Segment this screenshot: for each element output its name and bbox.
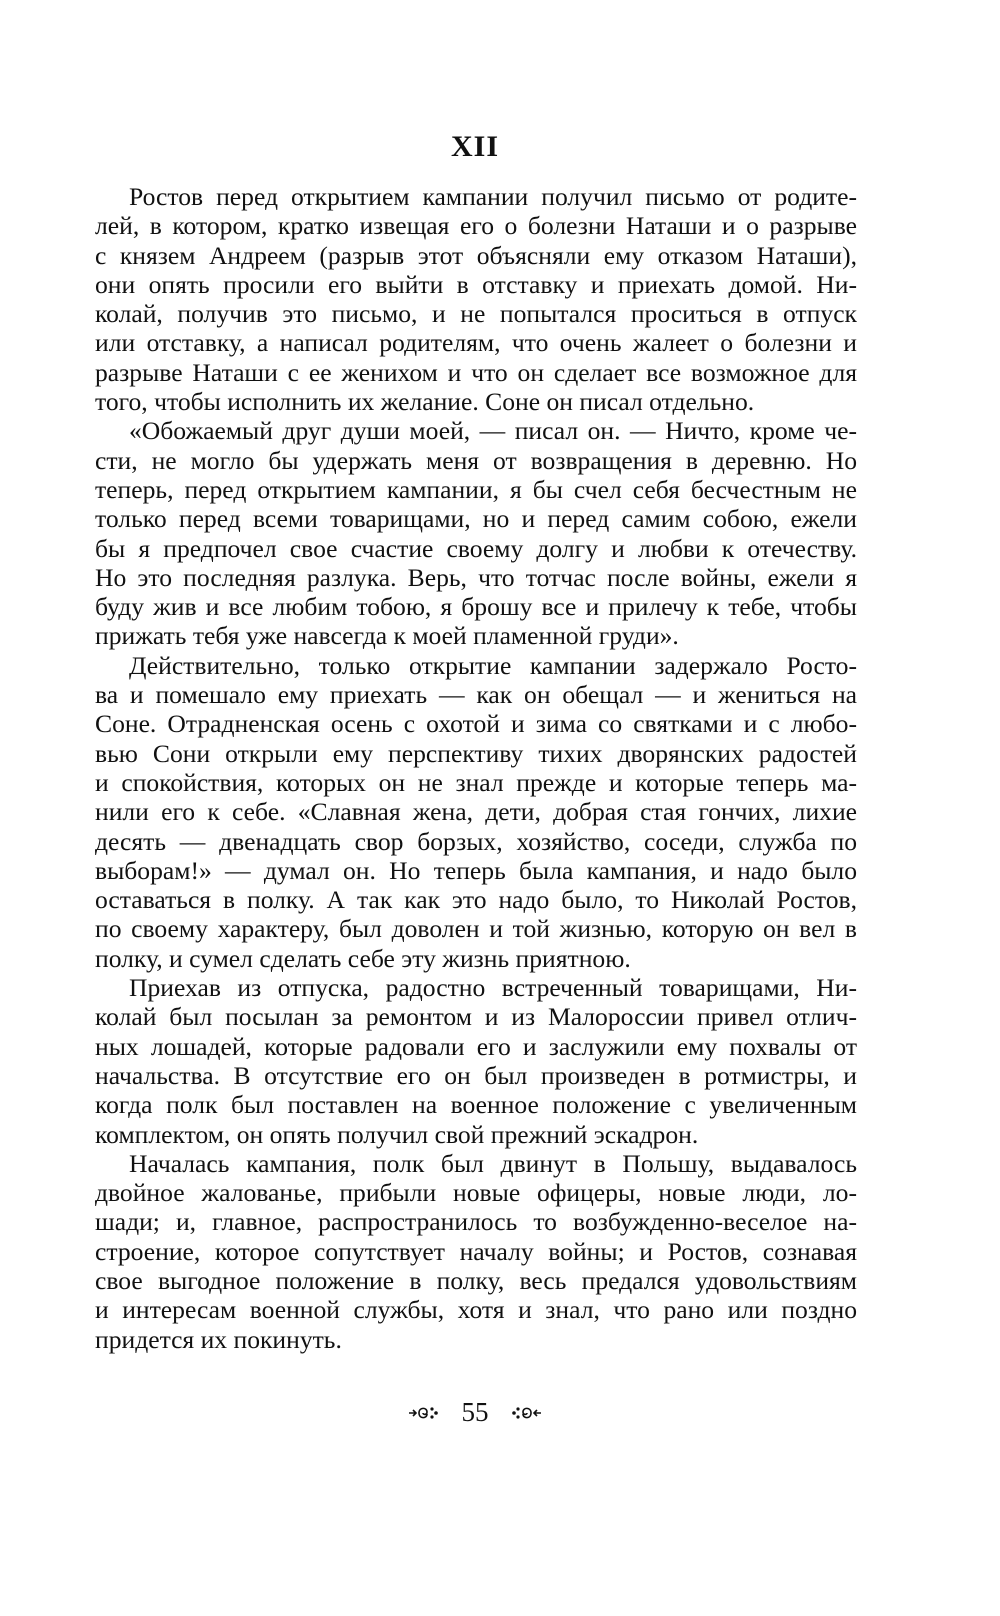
- text-line: или отставку, а написал родителям, что очень жалеет о болезни и: [95, 328, 857, 358]
- text-line: ва и помешало ему приехать — как он обещал — и жениться на: [95, 680, 857, 710]
- text-line: Ростов перед открытием кампании получил письмо от родите-: [129, 182, 857, 211]
- body-text: [95, 182, 857, 1354]
- page-number: 55: [461, 1397, 489, 1428]
- paragraph: [95, 651, 857, 973]
- text-line: разрыве Наташи с ее женихом и что он сделает все возможное для: [95, 357, 857, 387]
- text-line: Приехав из отпуска, радостно встреченный товарищами, Ни-: [129, 973, 857, 1003]
- text-line: прижать тебя уже навсегда к моей пламенной груди».: [95, 621, 679, 651]
- text-line: Действительно, только открытие кампании задержало Росто-: [129, 650, 857, 680]
- text-line: Началась кампания, полк был двинут в Польшу, выдавалось: [129, 1148, 857, 1178]
- paragraph: [95, 1149, 857, 1354]
- text-line: строение, которое сопутствует началу войны; и Ростов, сознавая: [95, 1236, 857, 1266]
- text-line: теперь, перед открытием кампании, я бы счел себя бесчестным не: [95, 474, 857, 504]
- text-line: бы я предпочел свое счастие своему долгу и любви к отечеству.: [95, 533, 857, 563]
- text-line: оставаться в полку. А так как это надо было, то Николай Ростов,: [95, 885, 857, 915]
- text-line: они опять просили его выйти в отставку и приехать домой. Ни-: [95, 269, 857, 299]
- ornament-left-icon: [407, 1403, 441, 1423]
- text-line: по своему характеру, был доволен и той жизнью, которую он вел в: [95, 914, 857, 944]
- text-line: полку, и сумел сделать себе эту жизнь приятною.: [95, 943, 631, 973]
- text-line: двойное жалованье, прибыли новые офицеры, новые люди, ло-: [95, 1178, 857, 1208]
- text-line: и спокойствия, которых он не знал прежде и которые теперь ма-: [95, 767, 857, 797]
- paragraph: [95, 416, 857, 650]
- text-line: с князем Андреем (разрыв этот объясняли ему отказом Наташи),: [95, 240, 857, 270]
- text-line: буду жив и все любим тобою, я брошу все и прилечу к тебе, чтобы: [95, 592, 857, 622]
- text-line: свое выгодное положение в полку, весь предался удовольствиям: [95, 1265, 857, 1295]
- text-line: начальства. В отсутствие его он был произведен в ротмистры, и: [95, 1060, 857, 1090]
- text-line: и интересам военной службы, хотя и знал, что рано или поздно: [95, 1295, 857, 1325]
- text-line: сти, не могло бы удержать меня от возвращения в деревню. Но: [95, 445, 857, 475]
- text-line: когда полк был поставлен на военное положение с увеличенным: [95, 1090, 857, 1120]
- page-footer: [0, 1395, 950, 1428]
- text-line: лей, в котором, кратко извещая его о болезни Наташи и о разрыве: [95, 211, 857, 241]
- paragraph: [95, 973, 857, 1149]
- text-line: Соне. Отрадненская осень с охотой и зима со святками и с любо-: [95, 709, 857, 739]
- text-line: только перед всеми товарищами, но и перед самим собою, ежели: [95, 504, 857, 534]
- ornament-right-icon: [509, 1403, 543, 1423]
- text-line: ных лошадей, которые радовали его и заслужили ему похвалы от: [95, 1031, 857, 1061]
- text-line: «Обожаемый друг души моей, — писал он. — Ничто, кроме че-: [129, 416, 857, 446]
- chapter-title: XII: [450, 130, 499, 163]
- text-line: Но это последняя разлука. Верь, что тотчас после войны, ежели я: [95, 562, 857, 592]
- text-line: придется их покинуть.: [95, 1324, 342, 1354]
- text-line: того, чтобы исполнить их желание. Соне он писал отдельно.: [95, 387, 755, 417]
- text-line: колай, получив это письмо, и не попытался проситься в отпуск: [95, 299, 857, 329]
- text-line: десять — двенадцать свор борзых, хозяйство, соседи, служба по: [95, 826, 857, 856]
- paragraph: [95, 182, 857, 416]
- text-line: шади; и, главное, распространилось то возбужденно-веселое на-: [95, 1207, 857, 1237]
- text-line: комплектом, он опять получил свой прежний эскадрон.: [95, 1119, 699, 1149]
- text-line: нили его к себе. «Славная жена, дети, добрая стая гончих, лихие: [95, 797, 857, 827]
- text-line: выборам!» — думал он. Но теперь была кампания, и надо было: [95, 855, 857, 885]
- text-line: вью Сони открыли ему перспективу тихих дворянских радостей: [95, 738, 857, 768]
- text-line: колай был посылан за ремонтом и из Малороссии привел отлич-: [95, 1002, 857, 1032]
